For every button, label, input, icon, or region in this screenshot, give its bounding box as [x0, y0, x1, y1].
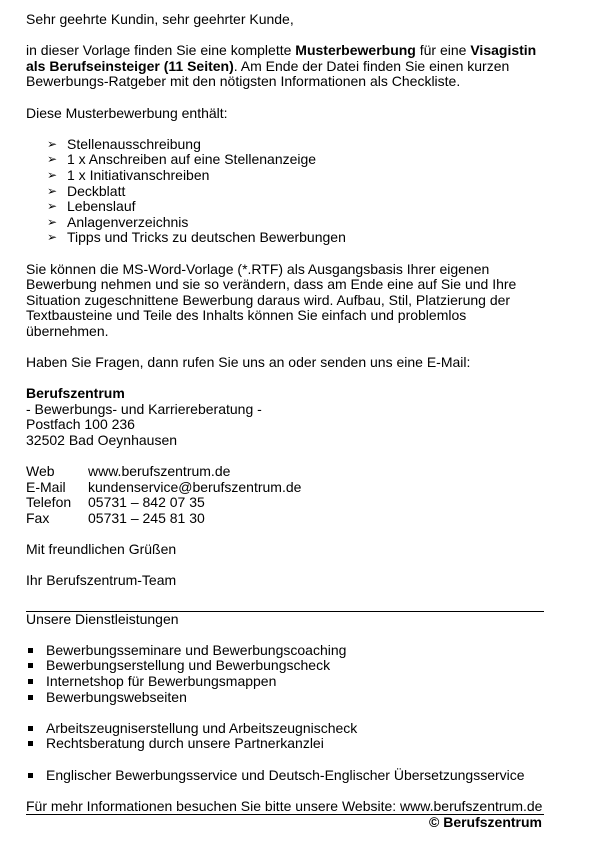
- intro-bold-1: Musterbewerbung: [295, 42, 416, 59]
- closing: Mit freundlichen Grüßen: [26, 541, 177, 558]
- list-item: ➢ Tipps und Tricks zu deutschen Bewerbungen: [47, 229, 346, 246]
- contents-heading: Diese Musterbewerbung enthält:: [26, 104, 228, 121]
- arrow-bullet-icon: ➢: [47, 167, 58, 182]
- contact-fax: Fax 05731 – 245 81 30: [26, 510, 205, 526]
- footer-text: Für mehr Informationen besuchen Sie bitte unsere Website: www.berufszentrum.de: [26, 797, 543, 814]
- services-list: [26, 643, 546, 705]
- company-address-line1: Postfach 100 236: [26, 416, 135, 433]
- square-bullet-icon: [28, 726, 33, 731]
- list-item: Bewerbungswebseiten: [28, 690, 546, 706]
- intro-text-1: in dieser Vorlage finden Sie eine komplette: [26, 42, 296, 59]
- arrow-bullet-icon: ➢: [47, 230, 58, 245]
- company-name: Berufszentrum: [26, 385, 125, 402]
- list-item: Bewerbungsseminare und Bewerbungscoaching: [28, 643, 546, 659]
- arrow-bullet-icon: ➢: [47, 136, 58, 151]
- email-link[interactable]: kundenservice@berufszentrum.de: [88, 478, 302, 495]
- services-list: [26, 768, 546, 784]
- contact-email: E-Mail kundenservice@berufszentrum.de: [26, 478, 302, 495]
- list-item: ➢ Deckblatt: [47, 182, 126, 199]
- contents-list: [26, 137, 546, 246]
- square-bullet-icon: [28, 648, 33, 653]
- company-address: [26, 386, 546, 448]
- intro-text-3: . Am Ende der Datei finden Sie einen kurzen Bewerbungs-Ratgeber mit den nötigsten Informationen als Checkliste.: [26, 57, 510, 90]
- square-bullet-icon: [28, 741, 33, 746]
- list-item: Internetshop für Bewerbungsmappen: [28, 674, 546, 690]
- arrow-bullet-icon: ➢: [47, 214, 58, 229]
- contact-web: Web www.berufszentrum.de: [26, 463, 231, 480]
- list-item: ➢ 1 x Anschreiben auf eine Stellenanzeige: [47, 151, 317, 168]
- questions-paragraph: Haben Sie Fragen, dann rufen Sie uns an oder senden uns eine E-Mail:: [26, 354, 471, 371]
- company-address-line2: 32502 Bad Oeynhausen: [26, 432, 178, 449]
- services-list: [26, 721, 546, 752]
- square-bullet-icon: [28, 679, 33, 684]
- web-link[interactable]: www.berufszentrum.de: [88, 463, 231, 480]
- square-bullet-icon: [28, 773, 33, 778]
- list-item: Bewerbungserstellung und Bewerbungscheck: [28, 658, 546, 674]
- company-tagline: - Bewerbungs- und Karriereberatung -: [26, 400, 262, 417]
- arrow-bullet-icon: ➢: [47, 183, 58, 198]
- list-item: Arbeitszeugniserstellung und Arbeitszeugnischeck: [28, 721, 546, 737]
- list-item: ➢ Lebenslauf: [47, 198, 136, 215]
- square-bullet-icon: [28, 663, 33, 668]
- greeting: Sehr geehrte Kundin, sehr geehrter Kunde,: [26, 11, 294, 27]
- letter-page: [26, 12, 546, 831]
- contact-block: [26, 464, 546, 526]
- intro-bold-2: Visagistin als Berufseinsteiger (11 Seiten): [26, 42, 537, 74]
- arrow-bullet-icon: ➢: [47, 152, 58, 167]
- signature: Ihr Berufszentrum-Team: [26, 572, 177, 589]
- intro-paragraph: [26, 43, 546, 90]
- arrow-bullet-icon: ➢: [47, 199, 58, 214]
- list-item: ➢ Stellenausschreibung: [47, 135, 201, 152]
- copyright: © Berufszentrum: [429, 814, 542, 831]
- list-item: ➢ 1 x Initiativanschreiben: [47, 166, 210, 183]
- services-heading: Unsere Dienstleistungen: [26, 610, 179, 627]
- list-item: ➢ Anlagenverzeichnis: [47, 213, 189, 230]
- list-item: Englischer Bewerbungsservice und Deutsch-Englischer Übersetzungsservice: [28, 768, 546, 784]
- contact-phone: Telefon 05731 – 842 07 35: [26, 494, 205, 511]
- intro-text-2: für eine: [415, 42, 471, 59]
- square-bullet-icon: [28, 695, 33, 700]
- usage-paragraph: Sie können die MS-Word-Vorlage (*.RTF) als Ausgangsbasis Ihrer eigenen Bewerbung nehmen und sie so verändern, dass am Ende eine auf Sie und Ihre Situation zugeschnittene Bewerbung daraus wird. Aufbau, Stil, Platzierung der Textbausteine und Teile des Inhalts können Sie einfach und problemlos übernehmen.: [26, 260, 517, 339]
- list-item: Rechtsberatung durch unsere Partnerkanzlei: [28, 736, 546, 752]
